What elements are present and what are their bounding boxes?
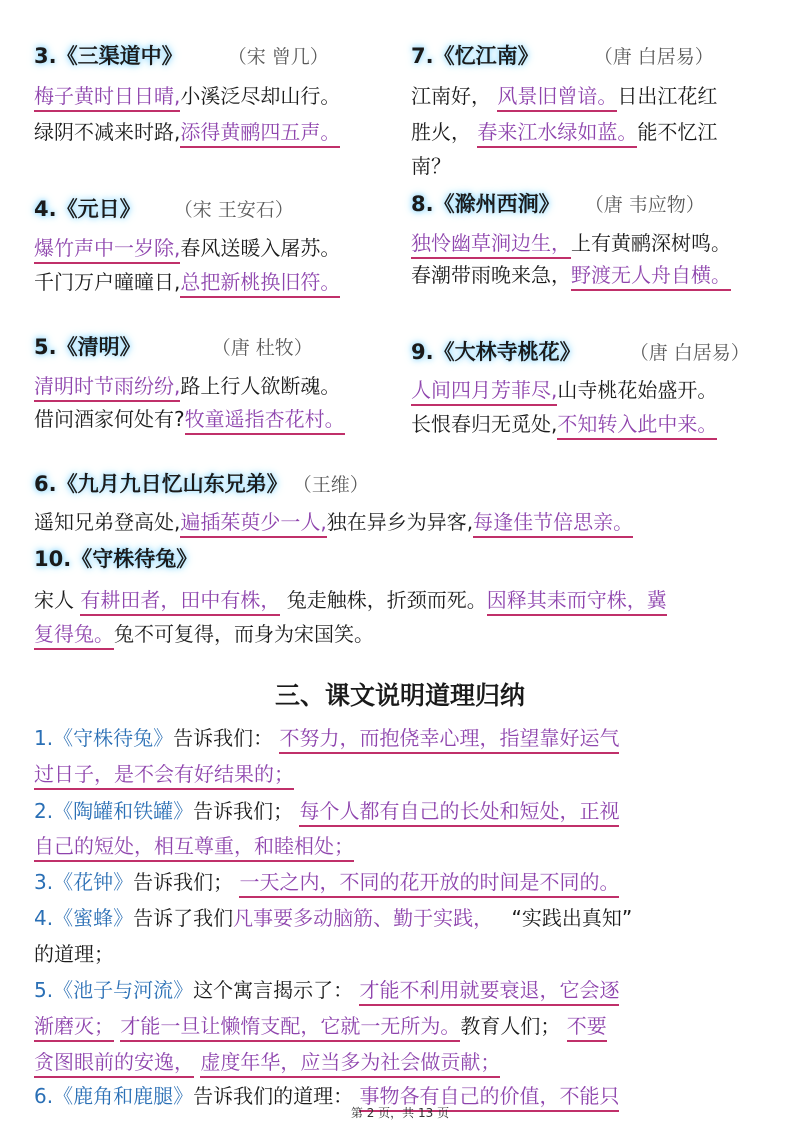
lesson-text: 告诉了我们 (133, 906, 234, 930)
answer-text: 事物各有自己的价值，不能只 (359, 1084, 619, 1112)
poem-author: （宋 曾几） (227, 46, 329, 68)
section-title: 三、课文说明道理归纳 (274, 681, 525, 710)
poem-title: 9.《大林寺桃花》 (411, 340, 581, 364)
answer-text: 独怜幽草涧边生， (411, 231, 571, 259)
poem-text: 春潮带雨晚来急， (411, 263, 571, 287)
lesson-1 (34, 722, 619, 751)
poem-author: （宋 王安石） (173, 199, 294, 221)
lesson-2 (34, 795, 619, 824)
poem-text: 能不忆江 (637, 120, 718, 144)
answer-text: 总把新桃换旧符。 (180, 270, 340, 298)
poem-line (34, 262, 340, 302)
answer-text: 遍插茱萸少一人, (180, 510, 326, 538)
lesson-text-highlight: 凡事要多动脑筋、勤于实践， (233, 906, 494, 930)
poem-9 (411, 336, 750, 366)
answer-text: 人间四月芳菲尽, (411, 378, 557, 406)
poem-text: 日出江花红 (617, 84, 718, 108)
lesson-text: 告诉我们； (133, 870, 234, 894)
poem-line (34, 112, 340, 152)
poem-text: 江南好， (411, 84, 491, 108)
poem-7 (411, 40, 714, 70)
poem-title: 10.《守株待兔》 (34, 547, 198, 571)
lesson-text: 告诉我们的道理： (193, 1084, 354, 1108)
poem-5 (34, 331, 313, 361)
poem-line (411, 112, 717, 152)
poem-text: 小溪泛尽却山行。 (180, 84, 341, 108)
answer-text: 渐磨灭； (34, 1014, 114, 1042)
poem-8 (411, 188, 705, 218)
poem-line (34, 76, 340, 116)
poem-text: 南？ (411, 154, 451, 178)
poem-line (411, 255, 731, 295)
poem-line (34, 399, 345, 439)
poem-text: 独在异乡为异客, (326, 510, 474, 534)
answer-text: 过日子，是不会有好结果的； (34, 762, 294, 790)
poem-line (34, 614, 374, 654)
poem-text: 遥知兄弟登高处, (34, 510, 181, 534)
poem-10 (34, 543, 197, 573)
poem-title: 8.《滁州西涧》 (411, 192, 560, 216)
poem-title: 6.《九月九日忆山东兄弟》 (34, 472, 288, 496)
answer-text: 虚度年华，应当多为社会做贡献； (200, 1050, 500, 1078)
answer-text: 每逢佳节倍思亲。 (473, 510, 633, 538)
poem-text: 兔不可复得，而身为宋国笑。 (114, 622, 374, 646)
poem-text: 路上行人欲断魂。 (180, 374, 341, 398)
answer-text: 才能不利用就要衰退，它会逐 (359, 978, 619, 1006)
lesson-text: 这个寓言揭示了： (193, 978, 354, 1002)
lesson-5-cont2 (34, 1046, 500, 1075)
lesson-title: 5.《池子与河流》 (34, 978, 194, 1002)
answer-text: 自己的短处，相互尊重，和睦相处； (34, 834, 354, 862)
answer-text: 野渡无人舟自横。 (571, 263, 731, 291)
poem-text: 绿阴不减来时路, (34, 120, 181, 144)
poem-3 (34, 40, 329, 70)
poem-title: 3.《三渠道中》 (34, 44, 183, 68)
page-footer: 第 2 页，共 13 页 (350, 1106, 450, 1120)
answer-text: 牧童遥指杏花村。 (185, 407, 345, 435)
answer-text: 不努力，而抱侥幸心理，指望靠好运气 (279, 726, 619, 754)
poem-text: 借问酒家何处有? (34, 407, 185, 431)
poem-title: 7.《忆江南》 (411, 44, 539, 68)
lesson-4-cont (34, 938, 114, 967)
answer-text: 爆竹声中一岁除, (34, 236, 180, 264)
poem-text: 兔走触株，折颈而死。 (286, 588, 487, 612)
poem-author: （唐 杜牧） (211, 337, 313, 359)
lesson-title: 4.《蜜蜂》 (34, 906, 134, 930)
poem-4 (34, 193, 294, 223)
answer-text: 因释其耒而守株，冀 (487, 588, 667, 616)
answer-text: 有耕田者，田中有株， (80, 588, 280, 616)
poem-title: 5.《清明》 (34, 335, 141, 359)
lesson-title: 1.《守株待兔》 (34, 726, 174, 750)
answer-text: 贪图眼前的安逸， (34, 1050, 194, 1078)
poem-line (411, 146, 451, 186)
answer-text: 春来江水绿如蓝。 (477, 120, 637, 148)
poem-6 (34, 468, 369, 498)
answer-text: 每个人都有自己的长处和短处，正视 (299, 799, 619, 827)
answer-text: 才能一旦让懒惰支配，它就一无所为。 (120, 1014, 460, 1042)
lesson-5-cont (34, 1010, 607, 1039)
lesson-title: 6.《鹿角和鹿腿》 (34, 1084, 194, 1108)
lesson-1-cont (34, 758, 294, 787)
poem-text: 长恨春归无觅处, (411, 412, 558, 436)
lesson-quote: “实践出真知” (511, 906, 633, 930)
lesson-text: 告诉我们： (173, 726, 274, 750)
answer-text: 风景旧曾谙。 (497, 84, 617, 112)
answer-text: 梅子黄时日日晴, (34, 84, 180, 112)
answer-text: 不知转入此中来。 (557, 412, 717, 440)
poem-line (411, 404, 717, 444)
lesson-text: 告诉我们； (193, 799, 294, 823)
poem-text: 胜火， (411, 120, 471, 144)
answer-text: 一天之内，不同的花开放的时间是不同的。 (239, 870, 619, 898)
poem-title: 4.《元日》 (34, 197, 141, 221)
lesson-title: 2.《陶罐和铁罐》 (34, 799, 194, 823)
poem-text: 千门万户曈曈日, (34, 270, 181, 294)
answer-text: 添得黄鹂四五声。 (180, 120, 340, 148)
lesson-title: 3.《花钟》 (34, 870, 134, 894)
poem-author: （王维） (292, 474, 369, 496)
answer-text: 清明时节雨纷纷, (34, 374, 180, 402)
poem-text: 春风送暖入屠苏。 (180, 236, 341, 260)
lesson-text: 的道理； (34, 942, 114, 966)
poem-author: （唐 白居易） (593, 46, 714, 68)
answer-text: 复得兔。 (34, 622, 114, 650)
poem-text: 山寺桃花始盛开。 (557, 378, 718, 402)
lesson-3 (34, 866, 619, 895)
answer-text: 不要 (567, 1014, 607, 1042)
poem-text: 宋人 (34, 588, 74, 612)
poem-line (34, 502, 633, 542)
lesson-4 (34, 902, 632, 931)
poem-text: 上有黄鹂深树鸣。 (571, 231, 731, 255)
lesson-2-cont (34, 830, 354, 859)
poem-author: （唐 白居易） (629, 342, 750, 364)
poem-author: （唐 韦应物） (584, 194, 705, 216)
poem-line (411, 76, 717, 116)
lesson-text: 教育人们； (460, 1014, 561, 1038)
lesson-5 (34, 974, 619, 1003)
